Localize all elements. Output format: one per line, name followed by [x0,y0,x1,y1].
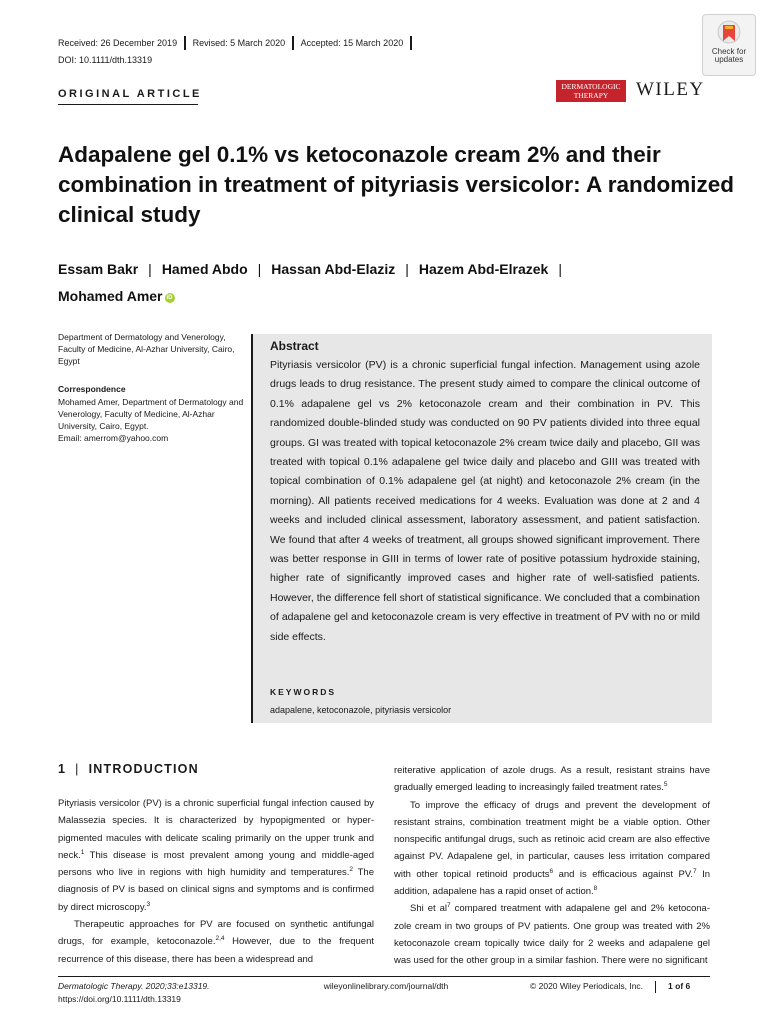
divider [292,36,294,50]
divider [655,981,656,993]
check-for-updates-button[interactable] [702,14,756,76]
footer-citation [58,980,210,1006]
text-run: To improve the efficacy of drugs and prevent the development of resistant strains, combination treatment might be a viable option. Other nonspecific antifungal drugs, such as retinoic acid cream are also effective against PV. Adapalene gel, in particular, causes less irritation compared with other topical retinoid products [394,799,710,880]
check-for-updates-label: Check for updates [711,47,747,64]
article-title: Adapalene gel 0.1% vs ketoconazole cream 2% and their combination in treatment of pityriasis versicolor: A randomized clinical study [58,142,734,227]
paragraph [58,795,374,916]
citation-ref[interactable]: 3 [146,900,151,908]
citation-ref[interactable]: 7 [692,867,697,875]
paragraph [58,916,374,968]
text-run: Therapeutic approaches for PV are focused on synthetic antifungal drugs, for example, ketoconazole. [58,919,374,948]
text-run: Shi et al [410,903,447,915]
divider [410,36,412,50]
correspondence-email[interactable]: Email: amerrom@yahoo.com [58,433,169,443]
revised-date: Revised: 5 March 2020 [192,38,286,48]
journal-logo [556,80,626,102]
author-name[interactable]: Hazem Abd-Elrazek [418,261,549,277]
author-name[interactable]: Hassan Abd-Elaziz [271,261,396,277]
section-number: 1 [58,762,67,776]
journal-citation: Dermatologic Therapy. 2020;33:e13319. [58,981,210,991]
text-run: reiterative application of azole drugs. As a result, resistant strains have gradually emerged leading to increasingly failed treatment rates. [394,765,710,794]
doi-link[interactable]: https://doi.org/10.1111/dth.13319 [58,994,181,1004]
footer-divider [58,976,710,977]
citation-ref[interactable]: 1 [80,848,85,856]
bookmark-ribbon-icon [717,20,741,46]
orcid-icon[interactable]: iD [166,295,173,301]
author-name[interactable]: Essam Bakr [58,261,139,277]
section-heading [58,762,199,776]
copyright: © 2020 Wiley Periodicals, Inc. [530,981,644,991]
body-column-right [394,762,710,970]
accepted-date: Accepted: 15 March 2020 [300,38,404,48]
citation-ref[interactable]: 6 [549,867,554,875]
citation-ref[interactable]: 8 [593,884,598,892]
text-run: In addition, adapalene has a rapid onset of action. [394,868,711,898]
paragraph [394,797,710,901]
text-run: Pityriasis versicolor (PV) is a chronic superficial fungal infection caused by Malassezia species. It is characterized by hypopigmented or hyperpigmented macules with delicate scaling primarily on the upper trunk and neck. [58,798,374,861]
page-number: 1 of 6 [668,981,691,991]
divider [184,36,186,50]
separator: | [148,261,152,277]
separator: | [405,261,409,277]
affiliation: Department of Dermatology and Venerology, Faculty of Medicine, Al-Azhar University, Cairo, Egypt [58,332,235,366]
section-title: INTRODUCTION [88,762,199,776]
abstract-heading: Abstract [270,339,319,353]
keywords-heading: KEYWORDS [270,687,337,697]
received-date: Received: 26 December 2019 [58,38,178,48]
author-name[interactable]: Mohamed Amer [58,288,163,304]
keywords: adapalene, ketoconazole, pityriasis versicolor [270,705,452,715]
journal-logo-line: DERMATOLOGIC [561,82,621,91]
citation-ref[interactable]: 2 [349,866,354,874]
doi: DOI: 10.1111/dth.13319 [58,55,153,65]
text-run: and is efficacious against PV. [553,868,693,880]
publisher-logo: WILEY [636,79,705,100]
text-run: However, due to the frequent recurrence of this disease, there has been a widespread and [58,936,374,965]
citation-ref[interactable]: 7 [447,902,451,910]
author-list [58,256,738,310]
paragraph [394,762,710,797]
body-column-left [58,795,374,968]
text-run: This disease is most prevalent among young and middle-aged persons who live in regions with high humidity and temperatures. [58,849,374,879]
author-name[interactable]: Hamed Abdo [161,261,248,277]
text-run: compared treatment with adapalene gel and 2% ketoconazole cream in two groups of PV patients. One group was treated with 2% ketoconazole cream topically twice daily for 2 weeks and adapalene gel was used for the other group in a similar fashion. There were no significant [394,903,711,967]
citation-ref[interactable]: 5 [663,781,668,789]
text-run: The diagnosis of PV is based on clinical signs and symptoms and is confirmed by direct microscopy. [58,867,374,913]
correspondence [58,396,248,444]
divider [58,104,198,105]
journal-website-link[interactable]: wileyonlinelibrary.com/journal/dth [323,981,449,991]
footer-right [530,980,690,993]
separator: | [558,261,562,277]
abstract-text: Pityriasis versicolor (PV) is a chronic superficial fungal infection. Management using azole drugs leads to drug resistance. The present study aimed to compare the clinical outcome of 0.1% adapalene gel vs 2% ketoconazole cream and their combination in PV. This randomized double-blinded study was conducted on 90 PV patients divided into three equal groups. GI was treated with topical ketoconazole 2% cream twice daily and placebo, GII was treated with topical 0.1% adapalene gel twice daily and placebo and GIII was treated with topical combination of 0.1% adapalene gel (at night) and ketoconazole 2% cream (in the morning). All patients received medications for 4 weeks. Evaluation was done at 2 and 4 weeks and included clinical assessment, laboratory assessment, and patient satisfaction. We found that after 4 weeks of treatment, all groups showed significant improvement. There was better response in GIII in terms of lower rate of positive potassium hydroxide staining, higher rate of significantly improved cases and higher rate of well-satisfied patients. However, the difference fell short of statistical significance. We concluded that a combination of adapalene gel and ketoconazole cream is very effective in treatment of PV with no or mild side effects. [270,359,700,643]
separator: | [75,762,80,776]
article-history [58,36,419,50]
correspondence-heading: Correspondence [58,384,126,394]
journal-logo-line: THERAPY [573,91,609,100]
article-type: ORIGINAL ARTICLE [58,88,202,100]
separator: | [257,261,262,277]
correspondence-address: Mohamed Amer, Department of Dermatology and Venerology, Faculty of Medicine, Al-Azhar University, Cairo, Egypt. [58,397,244,431]
citation-ref[interactable]: 2,4 [215,935,225,943]
paragraph [394,900,710,969]
